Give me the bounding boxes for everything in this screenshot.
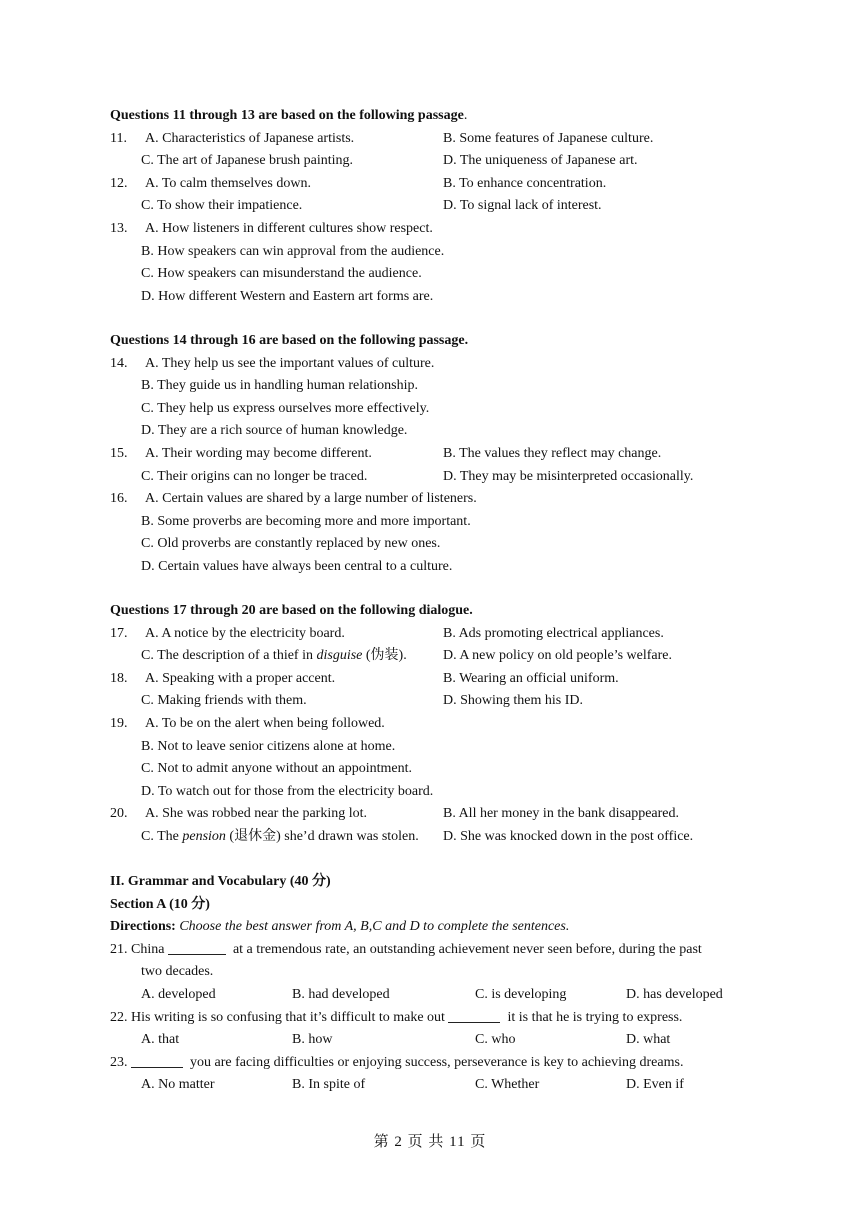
question-22: 22. His writing is so confusing that it’s difficult to make out it is that he is trying to express. xyxy=(110,1009,683,1025)
option-c: C. who xyxy=(475,1032,516,1048)
option-b: B. To enhance concentration. xyxy=(443,175,607,191)
option-b: B. Wearing an official uniform. xyxy=(443,670,619,686)
option-d: D. Showing them his ID. xyxy=(443,693,583,709)
option-b: B. How speakers can win approval from the audience. xyxy=(141,243,445,259)
part-title: II. Grammar and Vocabulary (40 分) xyxy=(110,874,331,889)
option-d: D. They may be misinterpreted occasionally. xyxy=(443,468,694,484)
option-c: C. Not to admit anyone without an appointment. xyxy=(141,761,413,777)
page-footer: 第 2 页 共 11 页 xyxy=(373,1134,487,1150)
answer-blank xyxy=(168,940,226,955)
question-11: 11. A. Characteristics of Japanese artists. B. Some features of Japanese culture. xyxy=(0,128,860,151)
option-d: D. has developed xyxy=(626,986,723,1002)
question-19: 19. A. To be on the alert when being followed. xyxy=(0,713,860,736)
question-20: 20. A. She was robbed near the parking lot. B. All her money in the bank disappeared. xyxy=(0,803,860,826)
option-d: D. She was knocked down in the post office. xyxy=(443,828,694,844)
option-d: D. The uniqueness of Japanese art. xyxy=(443,153,638,169)
answer-blank xyxy=(448,1008,500,1023)
option-b: B. Not to leave senior citizens alone at home. xyxy=(141,738,396,754)
question-21: 21. China at a tremendous rate, an outstanding achievement never seen before, during the past xyxy=(110,941,702,957)
directions: Directions: Choose the best answer from A, B,C and D to complete the sentences. xyxy=(110,919,570,935)
option-b: B. Ads promoting electrical appliances. xyxy=(443,625,664,641)
option-c: C. To show their impatience. xyxy=(141,198,303,214)
section-q17-20 xyxy=(0,600,860,849)
option-d: D. what xyxy=(626,1032,671,1048)
option-a: A. Certain values are shared by a large number of listeners. xyxy=(145,491,477,507)
answer-blank xyxy=(131,1053,183,1068)
option-a: A. To be on the alert when being followed. xyxy=(145,715,385,731)
option-a: A. that xyxy=(141,1032,180,1048)
option-b: B. All her money in the bank disappeared. xyxy=(443,806,679,822)
question-23: 23. you are facing difficulties or enjoying success, perseverance is key to achieving dreams. xyxy=(110,1054,684,1070)
question-15: 15. A. Their wording may become different. B. The values they reflect may change. xyxy=(0,443,860,466)
option-b: B. They guide us in handling human relationship. xyxy=(141,378,418,394)
section-q14-16 xyxy=(0,330,860,579)
option-a: A. Their wording may become different. xyxy=(145,445,372,461)
option-b: B. how xyxy=(292,1032,333,1048)
option-c: C. How speakers can misunderstand the audience. xyxy=(141,266,422,282)
section-header: Questions 14 through 16 are based on the following passage. xyxy=(110,333,469,348)
option-c: C. Whether xyxy=(475,1077,540,1093)
option-a: A. How listeners in different cultures show respect. xyxy=(145,220,433,236)
option-d: D. Even if xyxy=(626,1077,684,1093)
option-c: C. is developing xyxy=(475,986,567,1002)
option-b: B. The values they reflect may change. xyxy=(443,445,662,461)
section-header: Questions 11 through 13 are based on the following passage. xyxy=(110,108,468,123)
option-b: B. Some features of Japanese culture. xyxy=(443,130,654,146)
option-a: A. To calm themselves down. xyxy=(145,175,311,191)
question-18: 18. A. Speaking with a proper accent. B. Wearing an official uniform. xyxy=(0,668,860,691)
question-12: 12. A. To calm themselves down. B. To enhance concentration. xyxy=(0,173,860,196)
section-title: Section A (10 分) xyxy=(110,896,210,912)
section-header: Questions 17 through 20 are based on the following dialogue. xyxy=(110,603,473,618)
option-d: D. How different Western and Eastern art forms are. xyxy=(141,288,434,304)
option-a: A. A notice by the electricity board. xyxy=(145,625,345,641)
option-c: C. Making friends with them. xyxy=(141,693,307,709)
question-13: 13. A. How listeners in different cultures show respect. xyxy=(0,218,860,241)
option-b: B. had developed xyxy=(292,986,390,1002)
option-b: B. Some proverbs are becoming more and more important. xyxy=(141,513,471,529)
option-c: C. The description of a thief in disguise (伪装). xyxy=(141,648,407,664)
option-a: A. No matter xyxy=(141,1077,215,1093)
section-grammar: II. Grammar and Vocabulary (40 分) Section A (10 分) Directions: Choose the best answer from A, B,C and D to complete the sentences. 21. China at a tremendous rate, an outstanding achievement never seen before, during the past two decades. A. developed B. had developed C. is developing D. has developed 22. His writing is so confusing that it’s difficult to make out it is that he is trying to express. A. that B. how C. who D. what 23. you are facing difficulties or enjoying success, perseverance is key to achieving dreams. A. No matter B. In spite of C. Whether D. Even if xyxy=(0,871,860,1097)
section-q11-13 xyxy=(0,105,860,308)
option-c: C. The art of Japanese brush painting. xyxy=(141,153,354,169)
option-d: D. To watch out for those from the electricity board. xyxy=(141,783,434,799)
option-c: C. Old proverbs are constantly replaced by new ones. xyxy=(141,536,441,552)
option-c: C. The pension (退休金) she’d drawn was stolen. xyxy=(141,828,419,844)
option-d: D. To signal lack of interest. xyxy=(443,198,602,214)
option-d: D. A new policy on old people’s welfare. xyxy=(443,648,673,664)
option-a: A. Characteristics of Japanese artists. xyxy=(145,130,355,146)
option-c: C. They help us express ourselves more effectively. xyxy=(141,400,430,416)
option-c: C. Their origins can no longer be traced. xyxy=(141,468,368,484)
question-17: 17. A. A notice by the electricity board. B. Ads promoting electrical appliances. xyxy=(0,623,860,646)
option-b: B. In spite of xyxy=(292,1077,366,1093)
question-14: 14. A. They help us see the important values of culture. xyxy=(0,353,860,376)
option-a: A. Speaking with a proper accent. xyxy=(145,670,336,686)
option-d: D. They are a rich source of human knowledge. xyxy=(141,423,408,439)
option-a: A. They help us see the important values of culture. xyxy=(145,355,435,371)
option-a: A. She was robbed near the parking lot. xyxy=(145,806,367,822)
option-d: D. Certain values have always been central to a culture. xyxy=(141,558,453,574)
option-a: A. developed xyxy=(141,986,216,1002)
question-16: 16. A. Certain values are shared by a large number of listeners. xyxy=(0,488,860,511)
